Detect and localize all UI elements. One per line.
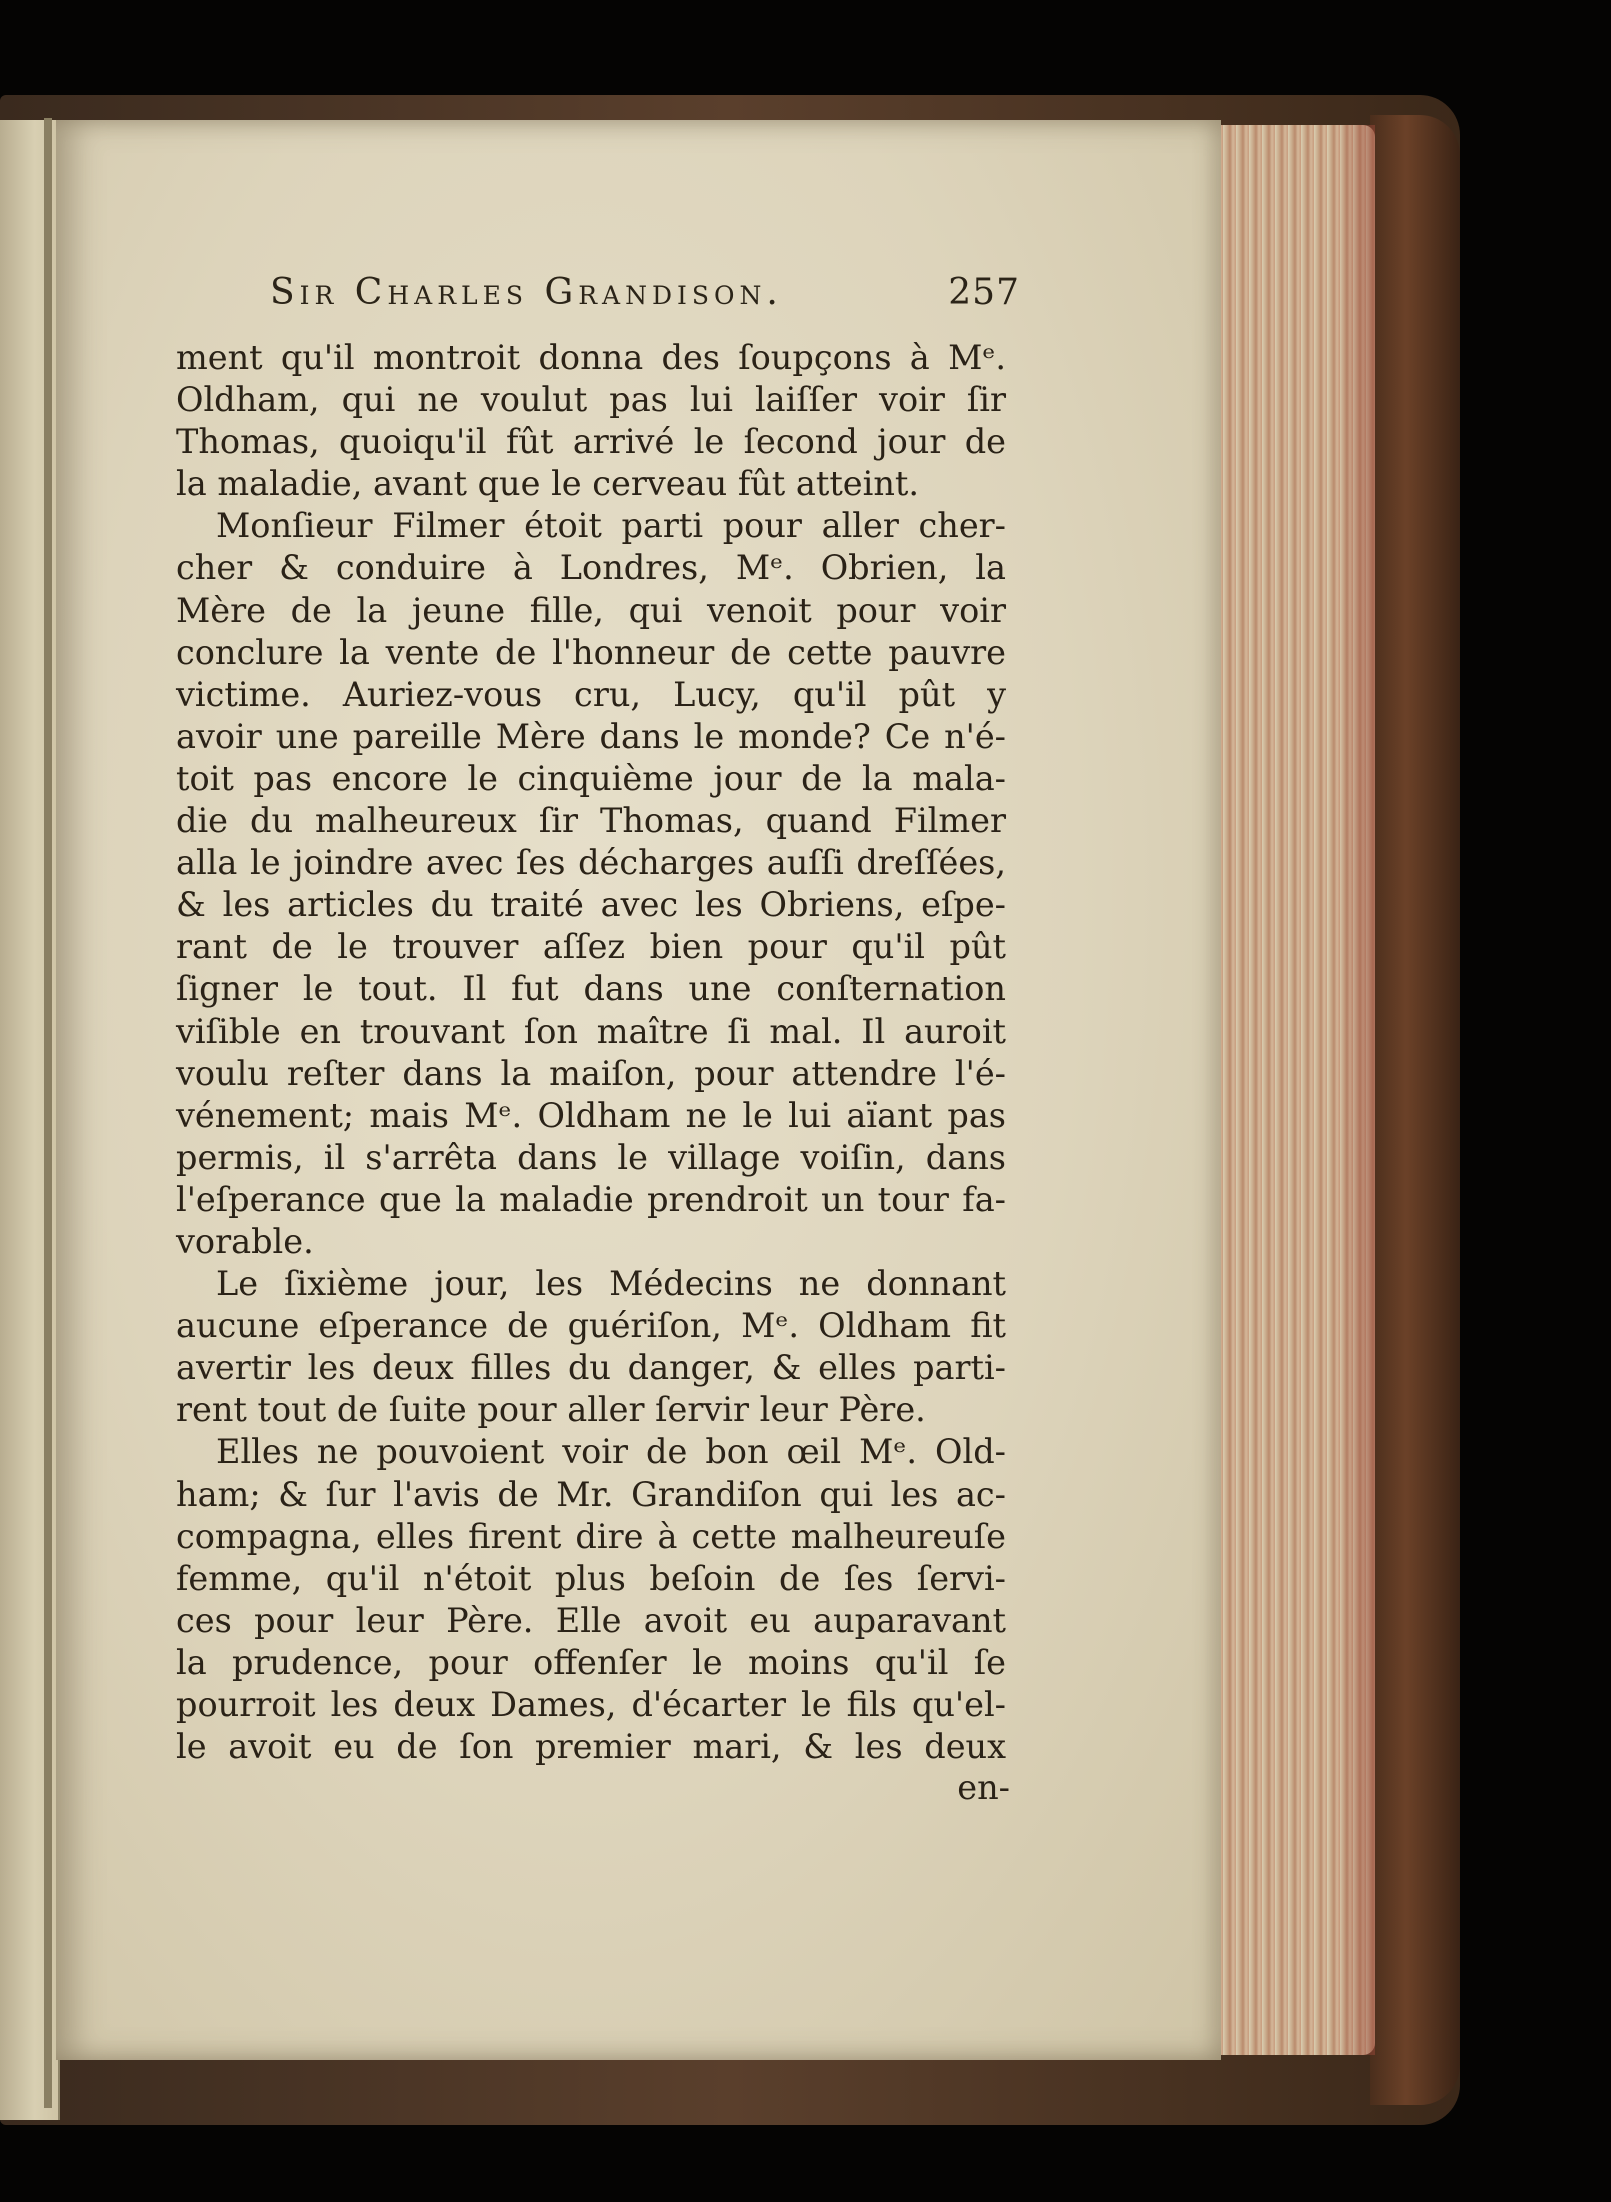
text-line: voulu reſter dans la maiſon, pour attendre l'é- (176, 1053, 1006, 1093)
text-line: la prudence, pour offenſer le moins qu'il ſe (176, 1642, 1006, 1682)
gutter (44, 118, 52, 2108)
running-head-title: Sir Charles Grandison. (270, 272, 783, 313)
text-line: conclure la vente de l'honneur de cette pauvre (176, 632, 1006, 672)
text-line: ces pour leur Père. Elle avoit eu auparavant (176, 1600, 1006, 1640)
text-line: die du malheureux ſir Thomas, quand Filmer (176, 801, 1006, 841)
text-line: le avoit eu de ſon premier mari, & les deux (176, 1727, 1006, 1767)
text-line: alla le joindre avec ſes décharges auſſi dreſſées, (176, 843, 1006, 883)
text-line: compagna, elles firent dire à cette malheureuſe (176, 1516, 1006, 1556)
text-line: vénement; mais Mᵉ. Oldham ne le lui aïant pas (176, 1095, 1006, 1135)
text-line: l'eſperance que la maladie prendroit un tour fa- (176, 1179, 1006, 1219)
text-line: vorable. (176, 1221, 314, 1261)
text-line: victime. Auriez-vous cru, Lucy, qu'il pût y (176, 674, 1006, 714)
text-line: avoir une pareille Mère dans le monde? Ce n'é- (176, 716, 1006, 756)
text-line: Thomas, quoiqu'il fût arrivé le ſecond jour de (176, 422, 1006, 462)
text-line: avertir les deux filles du danger, & elles parti- (176, 1348, 1006, 1388)
text-line: cher & conduire à Londres, Mᵉ. Obrien, la (176, 548, 1006, 588)
text-line: & les articles du traité avec les Obriens, eſpe- (176, 885, 1006, 925)
text-line: Elles ne pouvoient voir de bon œil Mᵉ. Old- (216, 1432, 1006, 1472)
text-line: rant de le trouver aſſez bien pour qu'il pût (176, 927, 1006, 967)
text-line: Monſieur Filmer étoit parti pour aller cher- (216, 506, 1006, 546)
page-block-edges (1210, 125, 1375, 2055)
text-line: Oldham, qui ne voulut pas lui laiſſer voir ſir (176, 380, 1006, 420)
text-line: toit pas encore le cinquième jour de la mala- (176, 758, 1006, 798)
text-line: femme, qu'il n'étoit plus beſoin de ſes ſervi- (176, 1558, 1006, 1598)
catchword: en- (957, 1768, 1010, 1807)
text-line: Le ſixième jour, les Médecins ne donnant (216, 1264, 1006, 1304)
text-line: ham; & ſur l'avis de Mr. Grandiſon qui les ac- (176, 1474, 1006, 1514)
page-number: 257 (948, 272, 1020, 313)
text-line: viſible en trouvant ſon maître ſi mal. Il auroit (176, 1011, 1006, 1051)
text-line: Mère de la jeune fille, qui venoit pour voir (176, 590, 1006, 630)
text-line: pourroit les deux Dames, d'écarter le fils qu'el- (176, 1685, 1006, 1724)
text-line: permis, il s'arrêta dans le village voiſin, dans (176, 1137, 1006, 1177)
text-line: aucune eſperance de guériſon, Mᵉ. Oldham fit (176, 1306, 1006, 1346)
text-line: ment qu'il montroit donna des ſoupçons à Mᵉ. (176, 338, 1006, 377)
body-text (176, 337, 1006, 1768)
cover-edge (1370, 115, 1460, 2105)
running-head (270, 272, 1020, 313)
text-line: rent tout de ſuite pour aller ſervir leur Père. (176, 1390, 926, 1430)
text-line: ſigner le tout. Il fut dans une conſternation (176, 969, 1006, 1009)
text-line: la maladie, avant que le cerveau fût atteint. (176, 464, 920, 504)
